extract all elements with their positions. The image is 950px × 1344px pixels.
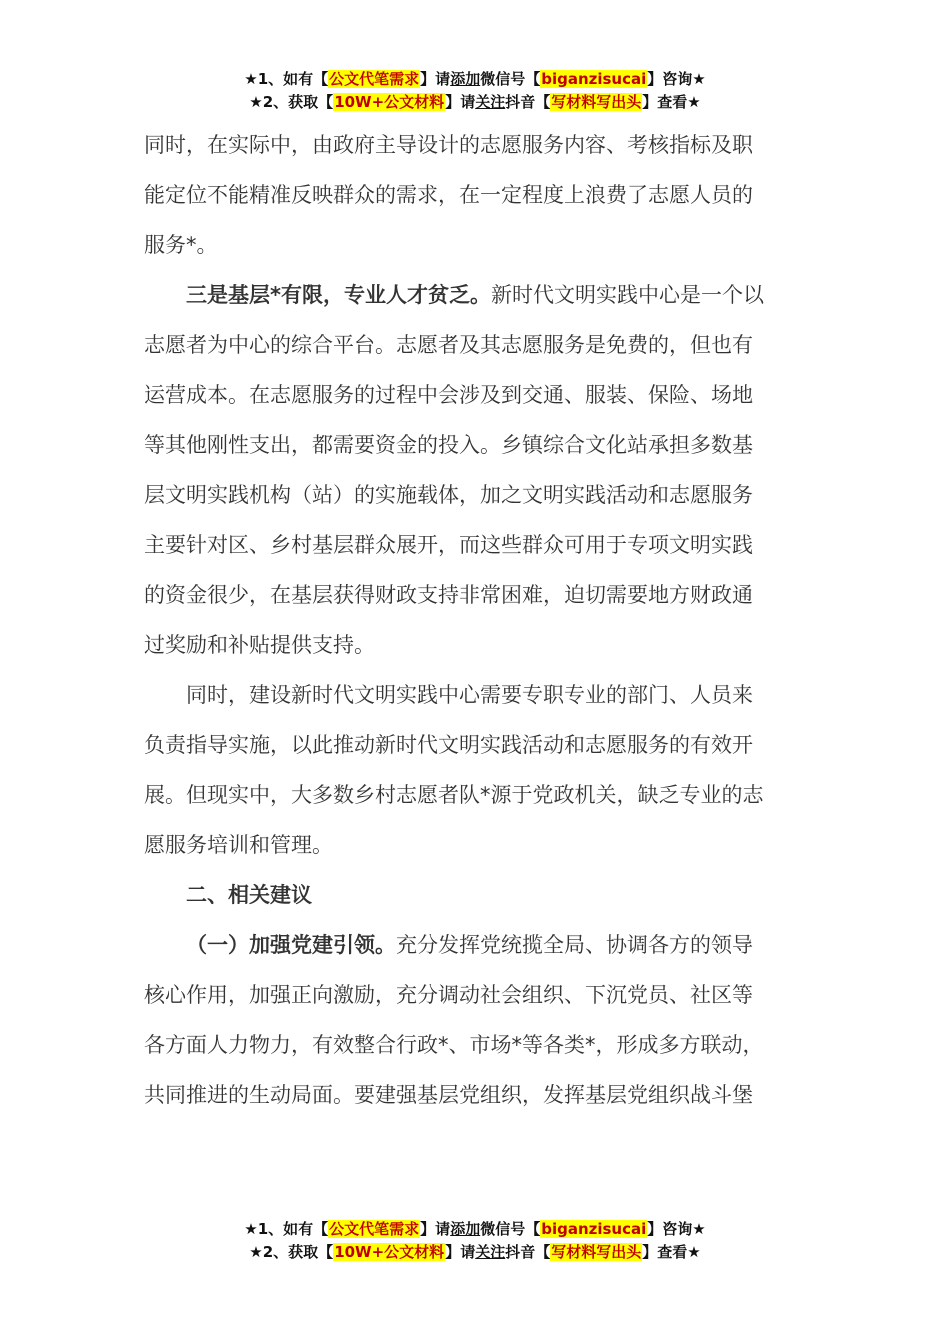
banner-wechat-id: biganzisucai bbox=[541, 1220, 647, 1238]
banner-line-1: ★1、如有【公文代笔需求】请添加微信号【biganzisucai】咨询★ bbox=[244, 70, 706, 88]
paragraph-2-lead: 三是基层*有限，专业人才贫乏。 bbox=[186, 283, 491, 307]
paragraph-3: 同时，建设新时代文明实践中心需要专职专业的部门、人员来 负责指导实施，以此推动新时代文明实践活动和志愿服务的有效开 展。但现实中，大多数乡村志愿者队*源于党政机关，缺乏专业的志 愿服务培训和管理。 bbox=[144, 683, 764, 857]
banner-highlight: 10W+公文材料 bbox=[334, 93, 445, 111]
header-banner bbox=[0, 68, 950, 114]
banner-douyin-name: 写材料写出头 bbox=[551, 93, 642, 111]
banner-line-2: ★2、获取【10W+公文材料】请关注抖音【写材料写出头】查看★ bbox=[249, 93, 701, 111]
paragraph-4: （一）加强党建引领。充分发挥党统揽全局、协调各方的领导 核心作用，加强正向激励，充分调动社会组织、下沉党员、社区等 各方面人力物力，有效整合行政*、市场*等各类*，形成多方联动， 共同推进的生动局面。要建强基层党组织，发挥基层党组织战斗堡 bbox=[144, 933, 764, 1107]
banner-wechat-id: biganzisucai bbox=[541, 70, 647, 88]
footer-banner bbox=[0, 1218, 950, 1264]
paragraph-4-lead: （一）加强党建引领。 bbox=[186, 933, 396, 957]
section-heading: 二、相关建议 bbox=[186, 883, 312, 907]
banner-highlight: 公文代笔需求 bbox=[329, 1220, 420, 1238]
document-body bbox=[144, 120, 809, 1120]
banner-highlight: 公文代笔需求 bbox=[329, 70, 420, 88]
banner-douyin-name: 写材料写出头 bbox=[551, 1243, 642, 1261]
banner-line-1: ★1、如有【公文代笔需求】请添加微信号【biganzisucai】咨询★ bbox=[244, 1220, 706, 1238]
banner-highlight: 10W+公文材料 bbox=[334, 1243, 445, 1261]
paragraph-1: 同时，在实际中，由政府主导设计的志愿服务内容、考核指标及职 能定位不能精准反映群众的需求，在一定程度上浪费了志愿人员的 服务*。 bbox=[144, 133, 753, 257]
paragraph-2: 三是基层*有限，专业人才贫乏。新时代文明实践中心是一个以 志愿者为中心的综合平台。志愿者及其志愿服务是免费的，但也有 运营成本。在志愿服务的过程中会涉及到交通、服装、保险、场地 等其他刚性支出，都需要资金的投入。乡镇综合文化站承担多数基 层文明实践机构（站）的实施载体，加之文明实践活动和志愿服务 主要针对区、乡村基层群众展开，而这些群众可用于专项文明实践 的资金很少，在基层获得财政支持非常困难，迫切需要地方财政通 过奖励和补贴提供支持。 bbox=[144, 283, 764, 657]
banner-line-2: ★2、获取【10W+公文材料】请关注抖音【写材料写出头】查看★ bbox=[249, 1243, 701, 1261]
